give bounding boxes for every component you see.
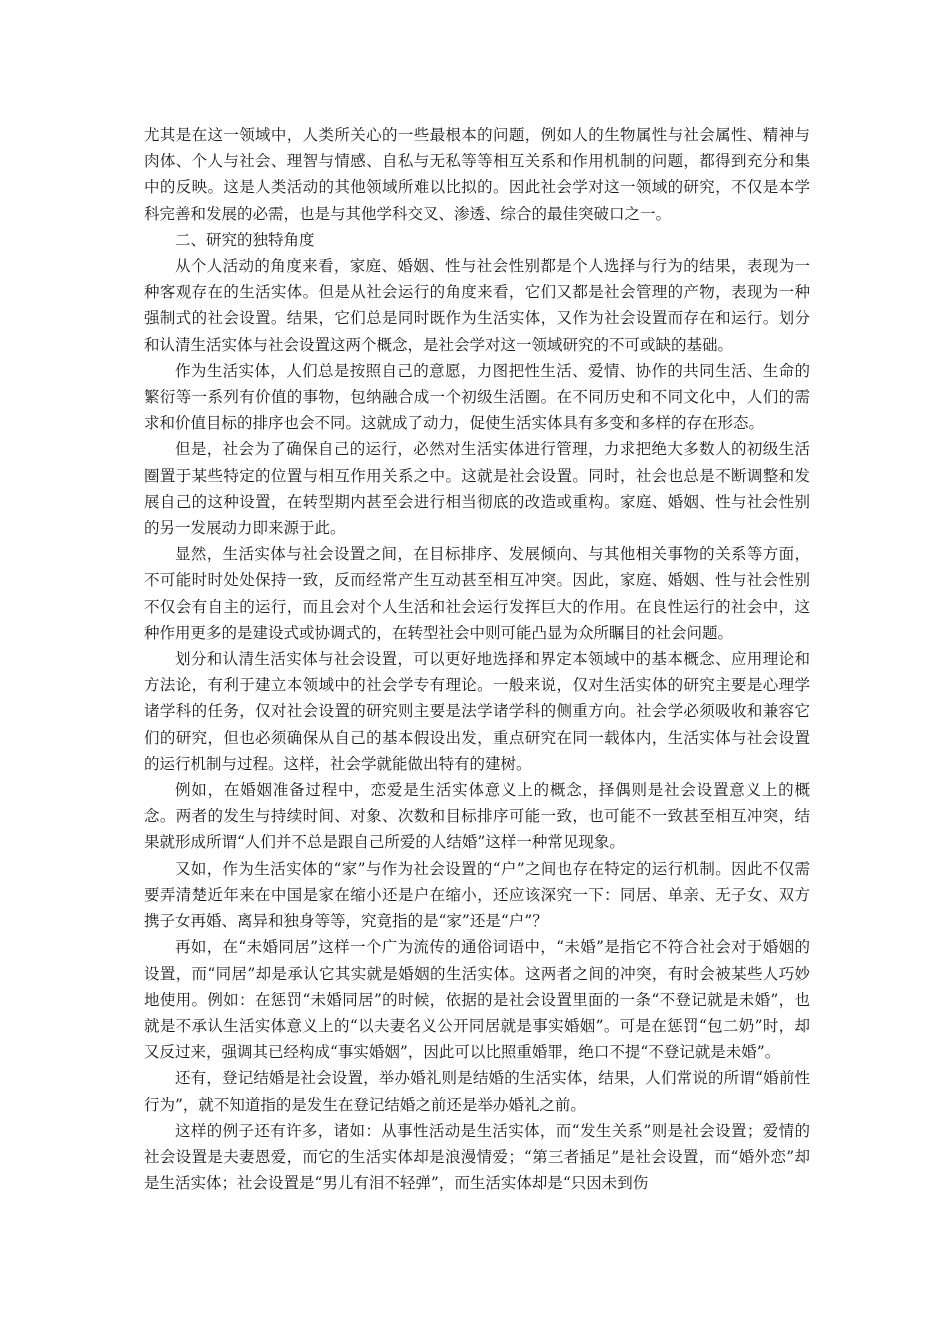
paragraph: 例如，在婚姻准备过程中，恋爱是生活实体意义上的概念，择偶则是社会设置意义上的概念。两者的发生与持续时间、对象、次数和目标排序可能一致，也可能不一致甚至相互冲突，结果就形成所谓“人们并不总是跟自己所爱的人结婚”这样一种常见现象。 bbox=[144, 781, 810, 852]
paragraph: 划分和认清生活实体与社会设置，可以更好地选择和界定本领域中的基本概念、应用理论和方法论，有利于建立本领域中的社会学专有理论。一般来说，仅对生活实体的研究主要是心理学诸学科的任务，仅对社会设置的研究则主要是法学诸学科的侧重方向。社会学必须吸收和兼容它们的研究，但也必须确保从自己的基本假设出发，重点研究在同一载体内，生活实体与社会设置的运行机制与过程。这样，社会学就能做出特有的建树。 bbox=[144, 650, 810, 773]
section-heading: 二、研究的独特角度 bbox=[175, 230, 315, 249]
paragraph: 但是，社会为了确保自己的运行，必然对生活实体进行管理，力求把绝大多数人的初级生活圈置于某些特定的位置与相互作用关系之中。这就是社会设置。同时，社会也总是不断调整和发展自己的这种设置，在转型期内甚至会进行相当彻底的改造或重构。家庭、婚姻、性与社会性别的另一发展动力即来源于此。 bbox=[144, 440, 810, 538]
paragraph: 又如，作为生活实体的“家”与作为社会设置的“户”之间也存在特定的运行机制。因此不仅需要弄清楚近年来在中国是家在缩小还是户在缩小，还应该深究一下：同居、单亲、无子女、双方携子女再婚、离异和独身等等，究竟指的是“家”还是“户”？ bbox=[144, 859, 810, 931]
document-page bbox=[144, 122, 810, 1196]
paragraph: 还有，登记结婚是社会设置，举办婚礼则是结婚的生活实体，结果，人们常说的所谓“婚前性行为”，就不知道指的是发生在登记结婚之前还是举办婚礼之前。 bbox=[144, 1069, 810, 1114]
paragraph: 这样的例子还有许多，诸如：从事性活动是生活实体，而“发生关系”则是社会设置；爱情的社会设置是夫妻恩爱，而它的生活实体却是浪漫情爱；“第三者插足”是社会设置，而“婚外恋”却是生活实体；社会设置是“男儿有泪不轻弹”，而生活实体却是“只因未到伤 bbox=[144, 1121, 810, 1193]
paragraph: 作为生活实体，人们总是按照自己的意愿，力图把性生活、爱情、协作的共同生活、生命的繁衍等一系列有价值的事物，包纳融合成一个初级生活圈。在不同历史和不同文化中，人们的需求和价值目标的排序也会不同。这就成了动力，促使生活实体具有多变和多样的存在形态。 bbox=[144, 361, 810, 433]
paragraph-continuation: 尤其是在这一领域中，人类所关心的一些最根本的问题，例如人的生物属性与社会属性、精神与肉体、个人与社会、理智与情感、自私与无私等等相互关系和作用机制的问题，都得到充分和集中的反映。这是人类活动的其他领域所难以比拟的。因此社会学对这一领域的研究，不仅是本学科完善和发展的必需，也是与其他学科交叉、渗透、综合的最佳突破口之一。 bbox=[144, 126, 810, 223]
paragraph: 从个人活动的角度来看，家庭、婚姻、性与社会性别都是个人选择与行为的结果，表现为一种客观存在的生活实体。但是从社会运行的角度来看，它们又都是社会管理的产物，表现为一种强制式的社会设置。结果，它们总是同时既作为生活实体，又作为社会设置而存在和运行。划分和认清生活实体与社会设置这两个概念，是社会学对这一领域研究的不可或缺的基础。 bbox=[144, 257, 810, 354]
paragraph: 显然，生活实体与社会设置之间，在目标排序、发展倾向、与其他相关事物的关系等方面，不可能时时处处保持一致，反而经常产生互动甚至相互冲突。因此，家庭、婚姻、性与社会性别不仅会有自主的运行，而且会对个人生活和社会运行发挥巨大的作用。在良性运行的社会中，这种作用更多的是建设式或协调式的，在转型社会中则可能凸显为众所瞩目的社会问题。 bbox=[144, 545, 810, 642]
paragraph: 再如，在“未婚同居”这样一个广为流传的通俗词语中，“未婚”是指它不符合社会对于婚姻的设置，而“同居”却是承认它其实就是婚姻的生活实体。这两者之间的冲突，有时会被某些人巧妙地使用。例如：在惩罚“未婚同居”的时候，依据的是社会设置里面的一条“不登记就是未婚”，也就是不承认生活实体意义上的“以夫妻名义公开同居就是事实婚姻”。可是在惩罚“包二奶”时，却又反过来，强调其已经构成“事实婚姻”，因此可以比照重婚罪，绝口不提“不登记就是未婚”。 bbox=[144, 938, 810, 1062]
